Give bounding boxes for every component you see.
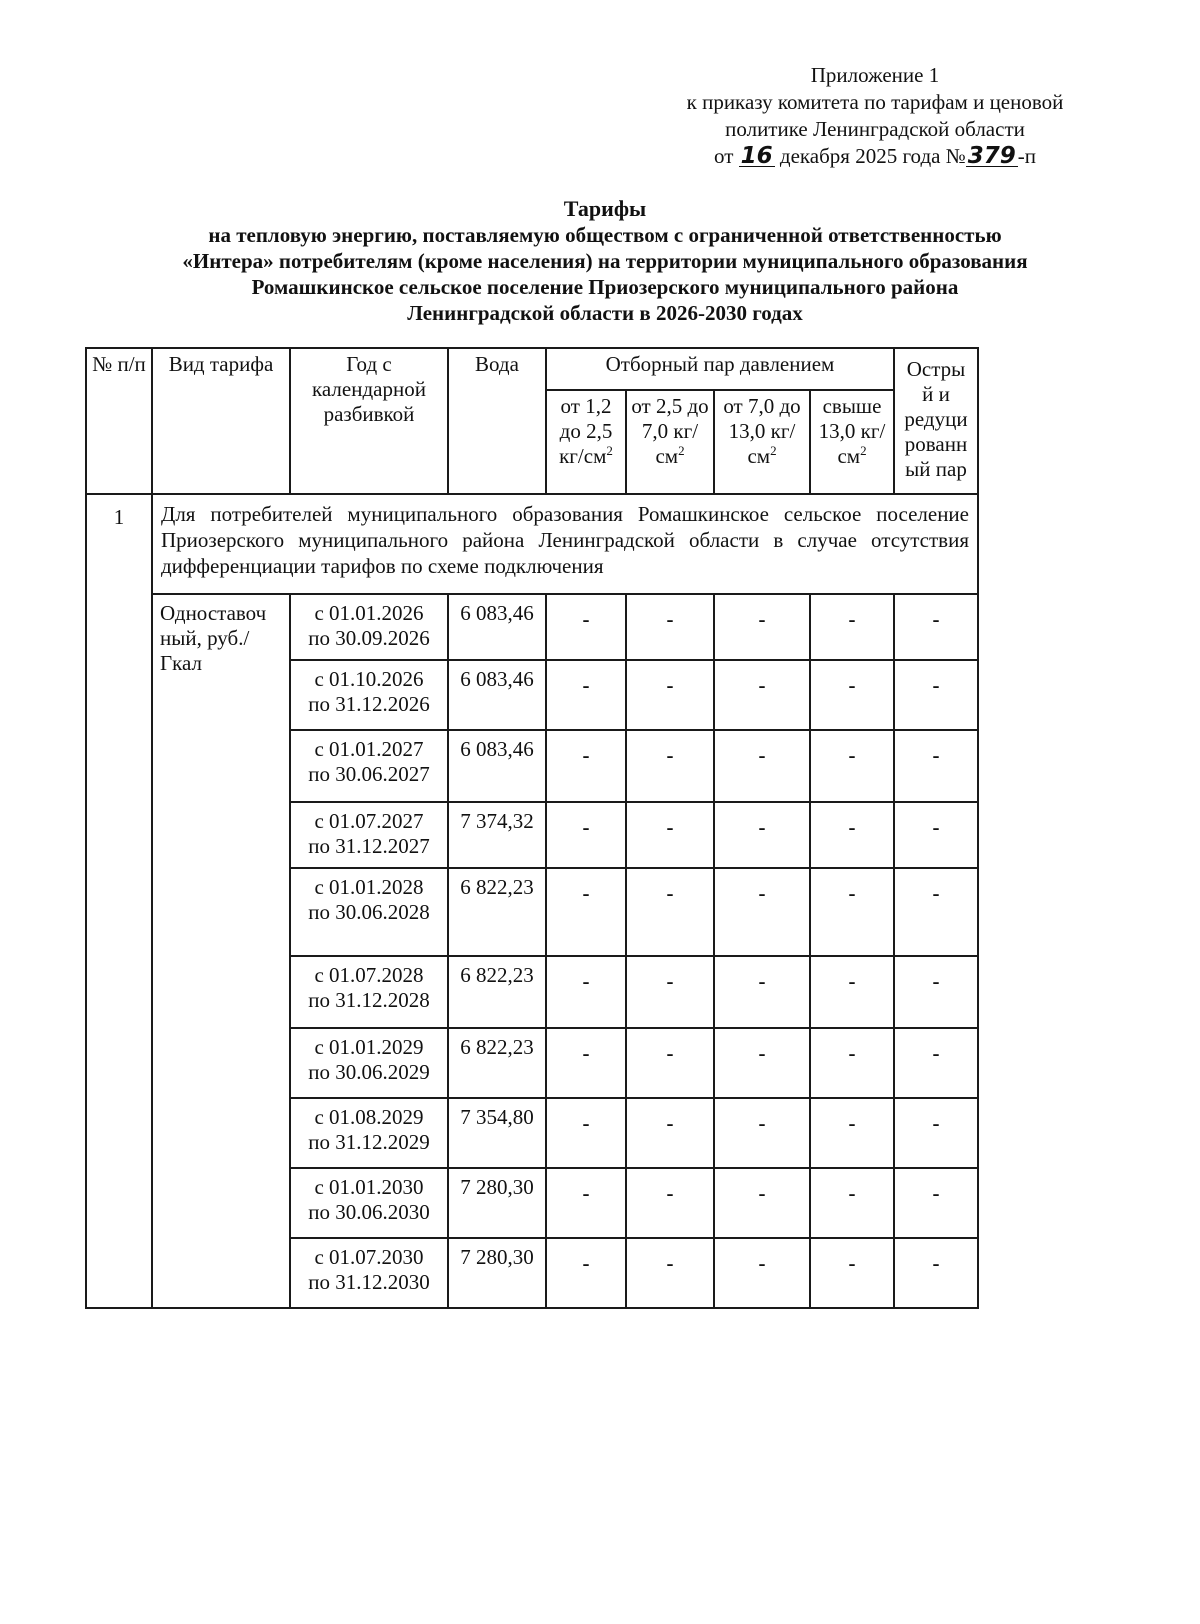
appendix-label: Приложение 1 [810,63,940,87]
period-from: с 01.07.2028 [314,963,424,987]
title-line-4: Ленинградской области в 2026-2030 годах [407,301,803,325]
handwritten-day: 16 [740,143,773,169]
unit-superscript: 2 [606,443,613,458]
tariffs-table [85,347,979,1309]
steam-2-value: - [626,1098,714,1168]
period-cell [290,730,448,802]
period-cell [290,956,448,1028]
steam-4-value: - [810,594,894,660]
title-line-3: Ромашкинское сельское поселение Приозерского муниципального района [251,275,959,299]
steam-4-value: - [810,1098,894,1168]
date-middle: декабря 2025 года № [779,144,966,168]
sharp-steam-value: - [894,1238,978,1308]
appendix-header [640,62,1110,170]
header-steam-1-text: от 1,2 до 2,5 кг/см [559,394,613,468]
steam-2-value: - [626,730,714,802]
period-to: по 31.12.2029 [308,1130,430,1154]
period-cell [290,868,448,956]
steam-4-value: - [810,1028,894,1098]
period-to: по 30.06.2030 [308,1200,430,1224]
section-row [86,494,978,594]
date-prefix: от [713,144,734,168]
header-steam-group: Отборный пар давлением [546,348,894,390]
title-line-2: «Интера» потребителям (кроме населения) на территории муниципального образования [182,249,1028,273]
sharp-steam-value: - [894,594,978,660]
header-steam-4-text: свыше 13,0 кг/см [818,394,886,468]
steam-4-value: - [810,1238,894,1308]
sharp-steam-value: - [894,802,978,868]
header-steam-2-text: от 2,5 до 7,0 кг/см [631,394,709,468]
steam-3-value: - [714,660,810,730]
period-from: с 01.01.2026 [314,601,424,625]
water-tariff: 7 280,30 [448,1238,546,1308]
steam-3-value: - [714,1028,810,1098]
steam-2-value: - [626,594,714,660]
period-cell [290,1168,448,1238]
handwritten-number: 379 [967,143,1016,169]
sharp-steam-value: - [894,660,978,730]
water-tariff: 6 822,23 [448,868,546,956]
steam-2-value: - [626,802,714,868]
tariff-type: Одноставоч ный, руб./Гкал [152,594,290,1308]
steam-2-value: - [626,1028,714,1098]
period-to: по 31.12.2026 [308,692,430,716]
period-from: с 01.08.2029 [314,1105,424,1129]
steam-3-value: - [714,956,810,1028]
sharp-steam-value: - [894,1168,978,1238]
unit-superscript: 2 [770,443,777,458]
document-title [90,196,1120,326]
sharp-steam-value: - [894,868,978,956]
period-cell [290,802,448,868]
header-vid: Вид тарифа [152,348,290,494]
steam-1-value: - [546,1238,626,1308]
steam-4-value: - [810,956,894,1028]
steam-3-value: - [714,1098,810,1168]
period-from: с 01.01.2027 [314,737,424,761]
period-to: по 30.09.2026 [308,626,430,650]
date-suffix: -п [1017,144,1036,168]
header-steam-3 [714,390,810,494]
order-line-1: к приказу комитета по тарифам и ценовой [686,90,1064,114]
period-cell [290,660,448,730]
period-cell [290,1028,448,1098]
steam-3-value: - [714,802,810,868]
steam-4-value: - [810,868,894,956]
section-description: Для потребителей муниципального образования Ромашкинское сельское поселение Приозерского муниципального района Ленинградской области в случае отсутствия дифференциации тарифов по схеме подключения [152,494,978,594]
steam-2-value: - [626,1168,714,1238]
steam-1-value: - [546,1028,626,1098]
sharp-steam-value: - [894,956,978,1028]
steam-3-value: - [714,868,810,956]
period-cell [290,1098,448,1168]
steam-2-value: - [626,1238,714,1308]
title-main: Тарифы [563,196,647,221]
header-steam-1 [546,390,626,494]
steam-1-value: - [546,868,626,956]
period-to: по 30.06.2028 [308,900,430,924]
unit-superscript: 2 [860,443,867,458]
period-from: с 01.01.2028 [314,875,424,899]
sharp-steam-value: - [894,1028,978,1098]
steam-2-value: - [626,660,714,730]
steam-2-value: - [626,868,714,956]
period-to: по 30.06.2029 [308,1060,430,1084]
period-to: по 30.06.2027 [308,762,430,786]
steam-1-value: - [546,660,626,730]
header-num: № п/п [86,348,152,494]
steam-1-value: - [546,956,626,1028]
steam-1-value: - [546,1168,626,1238]
sharp-steam-value: - [894,1098,978,1168]
water-tariff: 6 822,23 [448,1028,546,1098]
water-tariff: 6 822,23 [448,956,546,1028]
table-row [86,594,978,660]
water-tariff: 7 374,32 [448,802,546,868]
steam-3-value: - [714,1168,810,1238]
water-tariff: 7 354,80 [448,1098,546,1168]
section-number: 1 [86,494,152,1308]
steam-4-value: - [810,660,894,730]
steam-4-value: - [810,730,894,802]
period-cell [290,1238,448,1308]
period-from: с 01.07.2030 [314,1245,424,1269]
header-row-1 [86,348,978,390]
order-line-2: политике Ленинградской области [725,117,1025,141]
period-from: с 01.01.2029 [314,1035,424,1059]
order-date-line [640,143,1110,170]
steam-4-value: - [810,1168,894,1238]
steam-1-value: - [546,594,626,660]
period-from: с 01.01.2030 [314,1175,424,1199]
sharp-steam-value: - [894,730,978,802]
unit-superscript: 2 [678,443,685,458]
title-line-1: на тепловую энергию, поставляемую обществом с ограниченной ответственностью [208,223,1002,247]
period-from: с 01.07.2027 [314,809,424,833]
water-tariff: 6 083,46 [448,730,546,802]
header-steam-2 [626,390,714,494]
steam-3-value: - [714,1238,810,1308]
steam-4-value: - [810,802,894,868]
steam-1-value: - [546,730,626,802]
period-cell [290,594,448,660]
period-from: с 01.10.2026 [314,667,424,691]
period-to: по 31.12.2030 [308,1270,430,1294]
water-tariff: 6 083,46 [448,660,546,730]
header-water: Вода [448,348,546,494]
header-steam-4 [810,390,894,494]
steam-2-value: - [626,956,714,1028]
steam-3-value: - [714,594,810,660]
header-year: Год с календарной разбивкой [290,348,448,494]
steam-1-value: - [546,802,626,868]
header-sharp-steam: Остры й и редуци рованн ый пар [894,348,978,494]
period-to: по 31.12.2028 [308,988,430,1012]
water-tariff: 7 280,30 [448,1168,546,1238]
period-to: по 31.12.2027 [308,834,430,858]
steam-1-value: - [546,1098,626,1168]
steam-3-value: - [714,730,810,802]
header-steam-3-text: от 7,0 до 13,0 кг/см [723,394,801,468]
water-tariff: 6 083,46 [448,594,546,660]
